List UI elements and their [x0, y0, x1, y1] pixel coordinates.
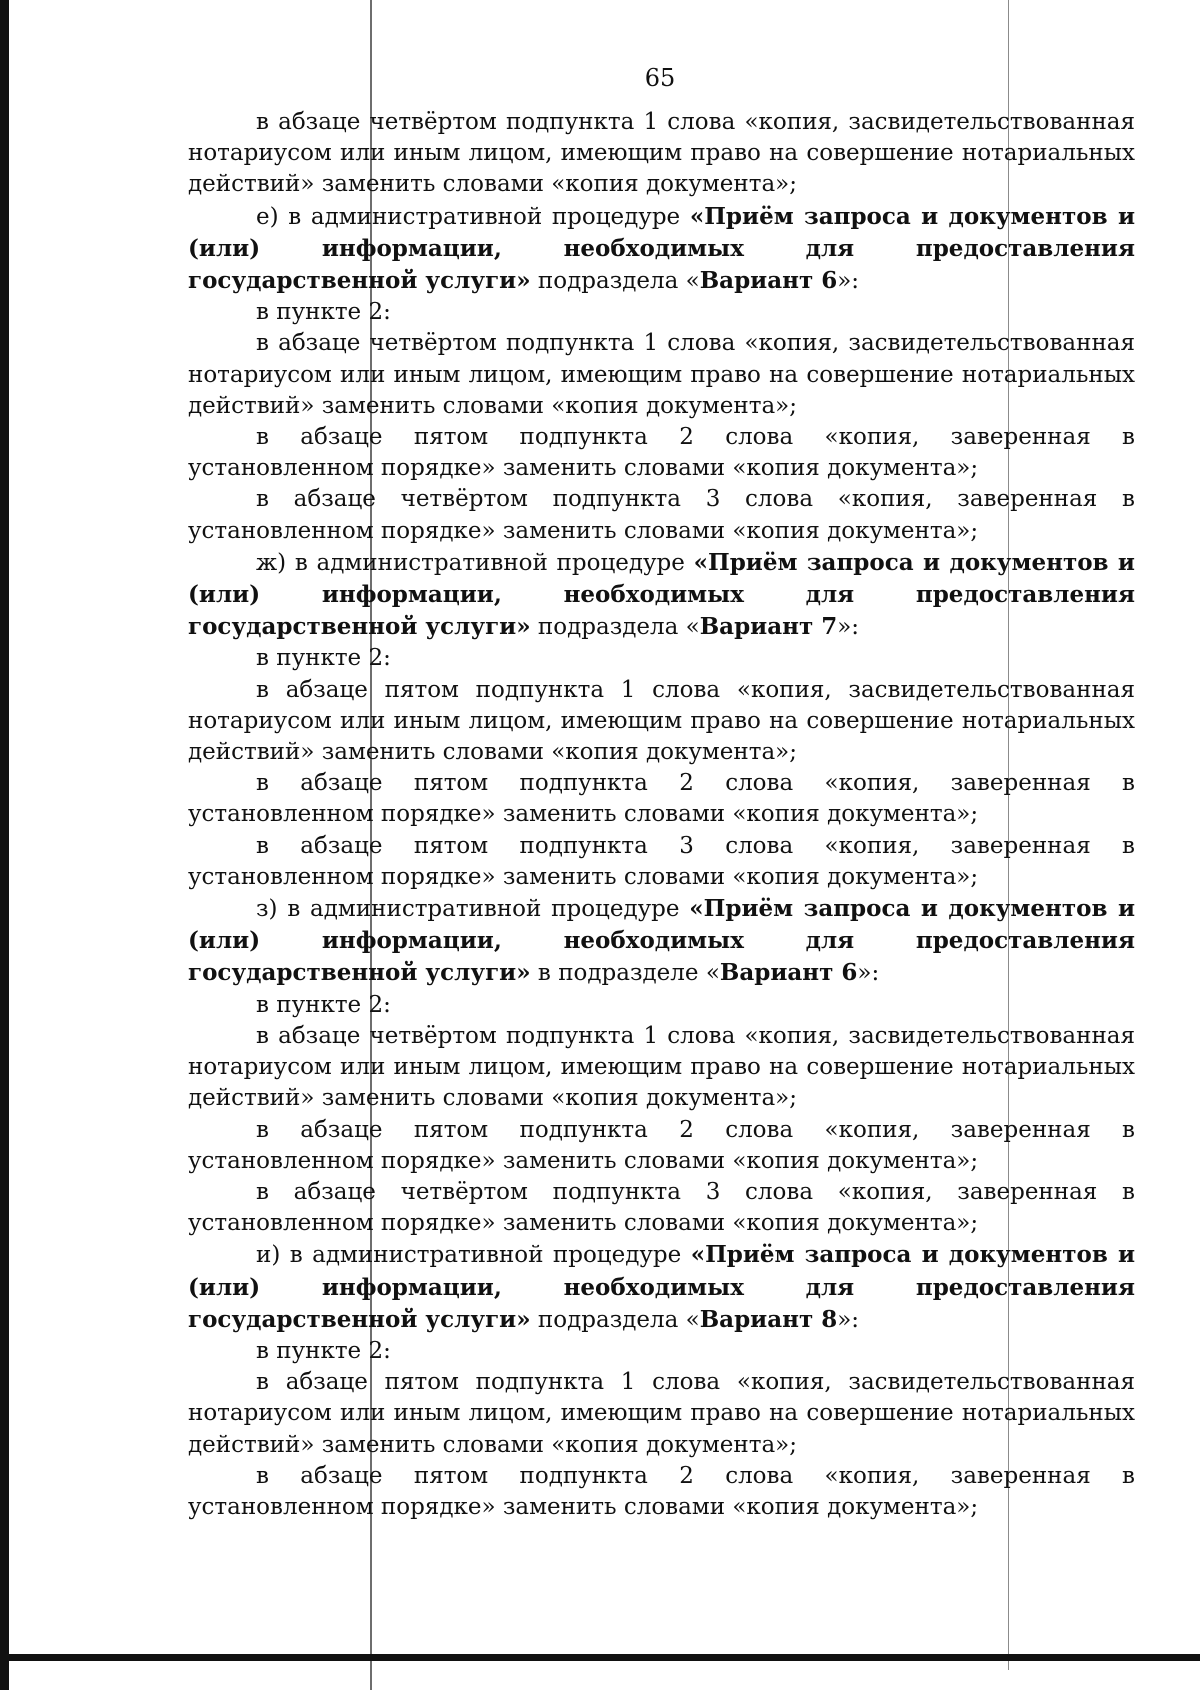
paragraph: в абзаце четвёртом подпункта 3 слова «копия, заверенная в установленном порядке» заменить словами «копия документа»;: [188, 1178, 1135, 1237]
paragraph: в абзаце пятом подпункта 1 слова «копия, засвидетельствованная нотариусом или иным лицом, имеющим право на совершение нотариальных действий» заменить словами «копия документа»;: [188, 676, 1135, 766]
paragraph: в пункте 2:: [256, 991, 391, 1018]
paragraph: в абзаце пятом подпункта 2 слова «копия, заверенная в установленном порядке» заменить словами «копия документа»;: [188, 1462, 1135, 1520]
paragraph: в абзаце пятом подпункта 2 слова «копия, заверенная в установленном порядке» заменить словами «копия документа»;: [188, 424, 1135, 482]
paragraph: в абзаце четвёртом подпункта 3 слова «копия, заверенная в установленном порядке» заменить словами «копия документа»;: [188, 486, 1135, 544]
paragraph: в абзаце пятом подпункта 1 слова «копия, засвидетельствованная нотариусом или иным лицом, имеющим право на совершение нотариальных действий» заменить словами «копия документа»;: [188, 1369, 1135, 1458]
paragraph: в пункте 2:: [256, 1337, 391, 1364]
paragraph: в абзаце пятом подпункта 3 слова «копия, заверенная в установленном порядке» заменить словами «копия документа»;: [188, 832, 1135, 890]
paragraph: ж) в административной процедуре «Приём запроса и документов и (или) информации, необходимых для предоставления государственной услуги» подраздела «Вариант 7»:: [188, 548, 1135, 641]
page-number: 65: [644, 64, 676, 92]
scan-edge-left: [0, 0, 9, 1690]
paragraph: в абзаце четвёртом подпункта 1 слова «копия, засвидетельствованная нотариусом или иным лицом, имеющим право на совершение нотариальных действий» заменить словами «копия документа»;: [188, 1022, 1135, 1112]
document-body: [188, 107, 1135, 1523]
paragraph: в абзаце пятом подпункта 2 слова «копия, заверенная в установленном порядке» заменить словами «копия документа»;: [188, 1116, 1135, 1174]
paragraph: з) в административной процедуре «Приём запроса и документов и (или) информации, необходимых для предоставления государственной услуги» в подразделе «Вариант 6»:: [188, 895, 1136, 987]
paragraph: в абзаце пятом подпункта 2 слова «копия, заверенная в установленном порядке» заменить словами «копия документа»;: [188, 770, 1135, 828]
scan-edge-bottom: [0, 1654, 1200, 1661]
paragraph: в пункте 2:: [256, 645, 391, 672]
paragraph: в абзаце четвёртом подпункта 1 слова «копия, засвидетельствованная нотариусом или иным лицом, имеющим право на совершение нотариальных действий» заменить словами «копия документа»;: [188, 330, 1135, 419]
paragraph: и) в административной процедуре «Приём запроса и документов и (или) информации, необходимых для предоставления государственной услуги» подраздела «Вариант 8»:: [188, 1241, 1135, 1333]
paragraph: в абзаце четвёртом подпункта 1 слова «копия, засвидетельствованная нотариусом или иным лицом, имеющим право на совершение нотариальных действий» заменить словами «копия документа»;: [188, 109, 1135, 198]
paragraph: в пункте 2:: [256, 299, 391, 326]
paragraph: е) в административной процедуре «Приём запроса и документов и (или) информации, необходимых для предоставления государственной услуги» подраздела «Вариант 6»:: [188, 202, 1135, 295]
